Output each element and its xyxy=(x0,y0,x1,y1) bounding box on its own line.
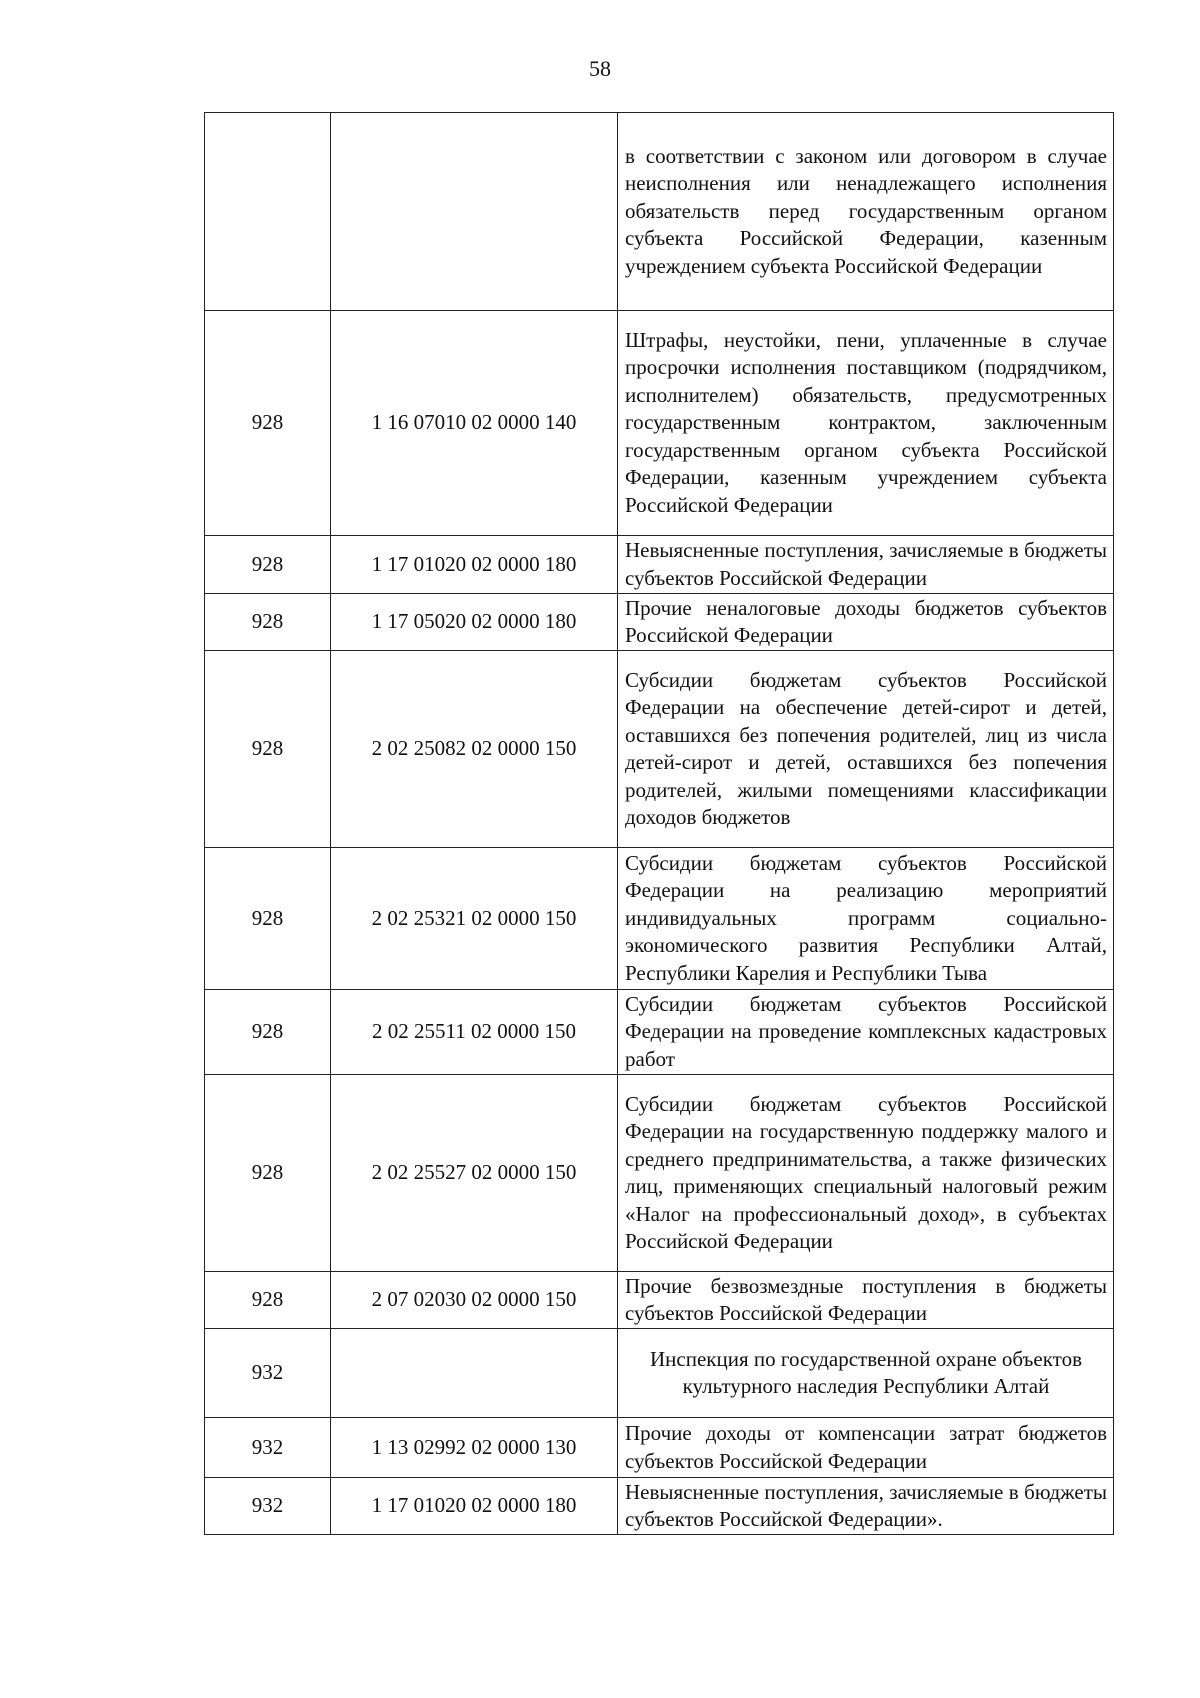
revenue-code-cell: 2 02 25082 02 0000 150 xyxy=(331,651,618,848)
revenue-name-cell: в соответствии с законом или договором в случае неисполнения или ненадлежащего исполнения обязательств перед государственным органом субъекта Российской Федерации, казенным учреждением субъекта Российской Федерации xyxy=(618,113,1114,311)
revenue-code-cell: 1 16 07010 02 0000 140 xyxy=(331,311,618,536)
table-body xyxy=(205,113,1114,1535)
revenue-name-cell: Субсидии бюджетам субъектов Российской Федерации на государственную поддержку малого и среднего предпринимательства, а также физических лиц, применяющих специальный налоговый режим «Налог на профессиональный доход», в субъектах Российской Федерации xyxy=(618,1075,1114,1272)
table-row xyxy=(205,536,1114,594)
revenue-code-cell: 1 13 02992 02 0000 130 xyxy=(331,1418,618,1478)
table-row xyxy=(205,1075,1114,1272)
admin-code-cell: 928 xyxy=(205,848,331,990)
revenue-code-cell xyxy=(331,113,618,311)
admin-code-cell: 932 xyxy=(205,1329,331,1418)
admin-code-cell: 928 xyxy=(205,990,331,1075)
revenue-name-cell: Инспекция по государственной охране объектов культурного наследия Республики Алтай xyxy=(618,1329,1114,1418)
admin-code-cell: 928 xyxy=(205,594,331,651)
page-number: 58 xyxy=(589,56,611,81)
table-row xyxy=(205,1272,1114,1329)
revenue-name-cell: Штрафы, неустойки, пени, уплаченные в случае просрочки исполнения поставщиком (подрядчиком, исполнителем) обязательств, предусмотренных государственным контрактом, заключенным государственным органом субъекта Российской Федерации, казенным учреждением субъекта Российской Федерации xyxy=(618,311,1114,536)
admin-code-cell: 928 xyxy=(205,651,331,848)
table-row xyxy=(205,113,1114,311)
admin-code-cell: 928 xyxy=(205,1075,331,1272)
admin-code-cell: 932 xyxy=(205,1478,331,1535)
revenue-code-cell xyxy=(331,1329,618,1418)
table-row xyxy=(205,990,1114,1075)
revenue-name-cell: Субсидии бюджетам субъектов Российской Федерации на реализацию мероприятий индивидуальных программ социально-экономического развития Республики Алтай, Республики Карелия и Республики Тыва xyxy=(618,848,1114,990)
revenue-name-cell: Прочие безвозмездные поступления в бюджеты субъектов Российской Федерации xyxy=(618,1272,1114,1329)
revenue-code-cell: 2 02 25511 02 0000 150 xyxy=(331,990,618,1075)
revenue-name-cell: Невыясненные поступления, зачисляемые в бюджеты субъектов Российской Федерации». xyxy=(618,1478,1114,1535)
admin-code-cell xyxy=(205,113,331,311)
revenue-code-cell: 2 02 25321 02 0000 150 xyxy=(331,848,618,990)
table-row xyxy=(205,1418,1114,1478)
revenue-code-cell: 1 17 05020 02 0000 180 xyxy=(331,594,618,651)
revenue-name-cell: Субсидии бюджетам субъектов Российской Федерации на обеспечение детей-сирот и детей, оставшихся без попечения родителей, лиц из числа детей-сирот и детей, оставшихся без попечения родителей, жилыми помещениями классификации доходов бюджетов xyxy=(618,651,1114,848)
table-row xyxy=(205,1329,1114,1418)
admin-code-cell: 932 xyxy=(205,1418,331,1478)
admin-code-cell: 928 xyxy=(205,311,331,536)
table-row xyxy=(205,651,1114,848)
admin-code-cell: 928 xyxy=(205,536,331,594)
revenue-name-cell: Прочие неналоговые доходы бюджетов субъектов Российской Федерации xyxy=(618,594,1114,651)
revenue-code-cell: 1 17 01020 02 0000 180 xyxy=(331,1478,618,1535)
table-row xyxy=(205,594,1114,651)
table-row xyxy=(205,311,1114,536)
revenue-code-cell: 1 17 01020 02 0000 180 xyxy=(331,536,618,594)
revenue-code-cell: 2 02 25527 02 0000 150 xyxy=(331,1075,618,1272)
revenue-code-cell: 2 07 02030 02 0000 150 xyxy=(331,1272,618,1329)
revenue-codes-table xyxy=(204,112,1114,1535)
admin-code-cell: 928 xyxy=(205,1272,331,1329)
table-row xyxy=(205,848,1114,990)
revenue-name-cell: Субсидии бюджетам субъектов Российской Федерации на проведение комплексных кадастровых работ xyxy=(618,990,1114,1075)
revenue-name-cell: Невыясненные поступления, зачисляемые в бюджеты субъектов Российской Федерации xyxy=(618,536,1114,594)
table-row xyxy=(205,1478,1114,1535)
revenue-name-cell: Прочие доходы от компенсации затрат бюджетов субъектов Российской Федерации xyxy=(618,1418,1114,1478)
